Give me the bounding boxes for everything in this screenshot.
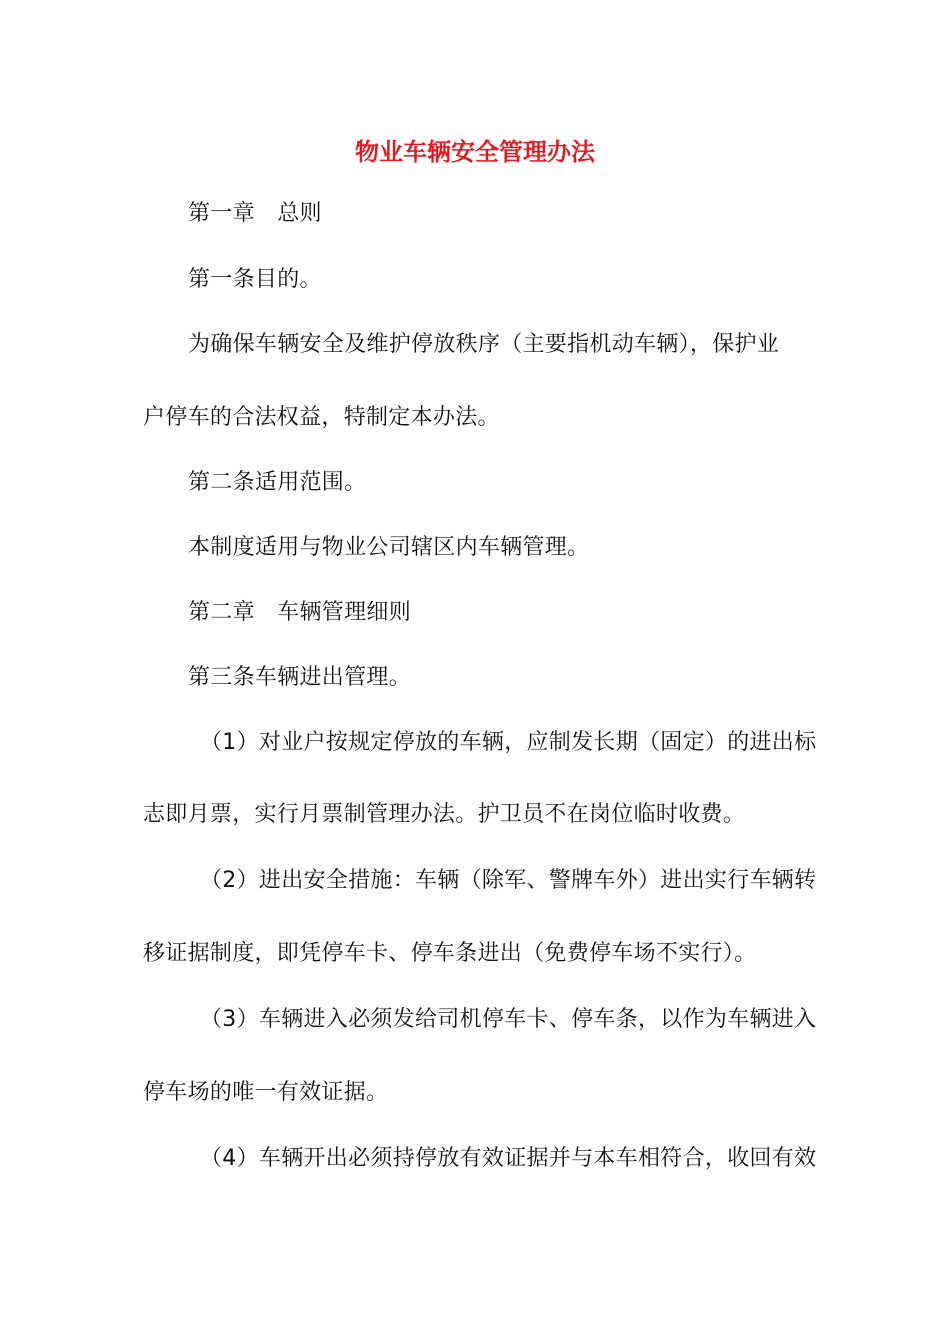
list-item-line: （4）车辆开出必须持停放有效证据并与本车相符合，收回有效: [200, 1146, 817, 1171]
list-item-line: 移证据制度，即凭停车卡、停车条进出（免费停车场不实行）。: [143, 941, 757, 966]
paragraph-line: 户停车的合法权益，特制定本办法。: [143, 405, 500, 430]
article-heading: 第二条适用范围。: [188, 470, 367, 495]
paragraph-line: 为确保车辆安全及维护停放秩序（主要指机动车辆），保护业: [188, 332, 780, 357]
paragraph-line: 本制度适用与物业公司辖区内车辆管理。: [188, 535, 590, 560]
chapter-heading: 第二章 车辆管理细则: [188, 600, 412, 625]
document-title: 物业车辆安全管理办法: [355, 138, 595, 166]
article-heading: 第一条目的。: [188, 267, 322, 292]
list-item-line: （3）车辆进入必须发给司机停车卡、停车条，以作为车辆进入: [200, 1007, 817, 1032]
list-item-line: 停车场的唯一有效证据。: [143, 1080, 389, 1105]
article-heading: 第三条车辆进出管理。: [188, 665, 412, 690]
list-item-line: （1）对业户按规定停放的车辆，应制发长期（固定）的进出标: [200, 730, 817, 755]
list-item-line: （2）进出安全措施：车辆（除军、警牌车外）进出实行车辆转: [200, 868, 817, 893]
list-item-line: 志即月票，实行月票制管理办法。护卫员不在岗位临时收费。: [143, 802, 746, 827]
chapter-heading: 第一章 总则: [188, 201, 322, 226]
